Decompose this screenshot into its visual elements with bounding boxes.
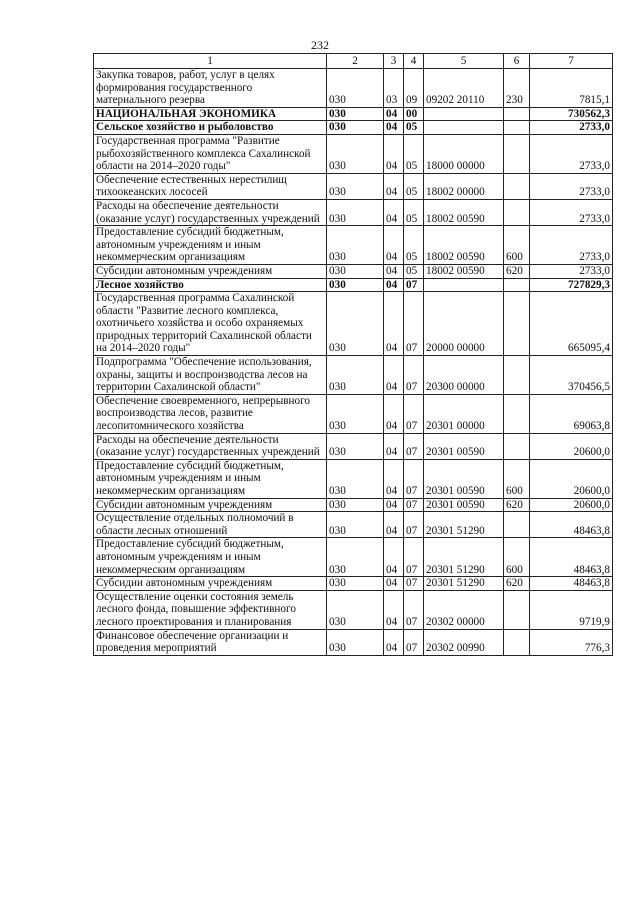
- row-col-4: 05: [404, 199, 424, 225]
- row-col-6: [504, 590, 530, 629]
- row-col-6: [504, 199, 530, 225]
- row-col-5: 18002 00590: [424, 199, 504, 225]
- row-description: Обеспечение своевременного, непрерывного воспроизводства лесов, развитие лесопитомнического хозяйства: [94, 394, 327, 433]
- row-description: НАЦИОНАЛЬНАЯ ЭКОНОМИКА: [94, 107, 327, 121]
- row-col-2: 030: [327, 264, 384, 278]
- row-col-4: 07: [404, 356, 424, 395]
- row-col-7: 2733,0: [530, 121, 613, 135]
- row-col-3: 04: [384, 292, 404, 356]
- row-col-5: 09202 20110: [424, 69, 504, 108]
- row-col-4: 05: [404, 121, 424, 135]
- row-col-5: 20302 00990: [424, 629, 504, 655]
- row-col-3: 04: [384, 538, 404, 577]
- row-col-5: 18002 00590: [424, 226, 504, 265]
- row-col-7: 48463,8: [530, 512, 613, 538]
- row-description: Осуществление отдельных полномочий в области лесных отношений: [94, 512, 327, 538]
- row-col-5: 18002 00590: [424, 264, 504, 278]
- row-col-4: 05: [404, 173, 424, 199]
- row-col-5: 18002 00000: [424, 173, 504, 199]
- row-col-7: 69063,8: [530, 394, 613, 433]
- row-col-6: [504, 356, 530, 395]
- row-col-3: 04: [384, 459, 404, 498]
- row-col-4: 07: [404, 538, 424, 577]
- row-col-2: 030: [327, 134, 384, 173]
- row-col-5: 20000 00000: [424, 292, 504, 356]
- row-col-4: 07: [404, 459, 424, 498]
- row-col-6: [504, 173, 530, 199]
- row-col-6: [504, 107, 530, 121]
- row-col-4: 05: [404, 226, 424, 265]
- row-description: Предоставление субсидий бюджетным, автономным учреждениям и иным некоммерческим организациям: [94, 226, 327, 265]
- row-col-2: 030: [327, 512, 384, 538]
- row-col-2: 030: [327, 459, 384, 498]
- row-col-5: 20301 51290: [424, 538, 504, 577]
- row-col-3: 04: [384, 433, 404, 459]
- table-row: [94, 459, 613, 498]
- row-col-2: 030: [327, 577, 384, 591]
- row-col-7: 20600,0: [530, 498, 613, 512]
- row-col-4: 07: [404, 278, 424, 292]
- row-col-3: 04: [384, 134, 404, 173]
- page-number: 232: [311, 38, 329, 52]
- row-col-5: [424, 278, 504, 292]
- row-col-5: 20302 00000: [424, 590, 504, 629]
- row-col-3: 04: [384, 394, 404, 433]
- table-row: [94, 577, 613, 591]
- row-col-7: 370456,5: [530, 356, 613, 395]
- row-col-4: 07: [404, 292, 424, 356]
- row-col-3: 04: [384, 264, 404, 278]
- table-row: [94, 512, 613, 538]
- row-description: Предоставление субсидий бюджетным, автономным учреждениям и иным некоммерческим организациям: [94, 459, 327, 498]
- column-header-3: 3: [384, 54, 404, 69]
- table-row: [94, 433, 613, 459]
- row-description: Лесное хозяйство: [94, 278, 327, 292]
- row-col-3: 04: [384, 199, 404, 225]
- table-row: [94, 292, 613, 356]
- row-col-7: 727829,3: [530, 278, 613, 292]
- table-row: [94, 356, 613, 395]
- row-col-5: 20300 00000: [424, 356, 504, 395]
- row-description: Сельское хозяйство и рыболовство: [94, 121, 327, 135]
- row-col-7: 20600,0: [530, 459, 613, 498]
- row-col-4: 07: [404, 590, 424, 629]
- row-col-6: [504, 512, 530, 538]
- row-col-6: 230: [504, 69, 530, 108]
- table-row: [94, 278, 613, 292]
- table-row: [94, 394, 613, 433]
- row-col-7: 2733,0: [530, 199, 613, 225]
- column-header-1: 1: [94, 54, 327, 69]
- row-col-7: 9719,9: [530, 590, 613, 629]
- row-description: Государственная программа "Развитие рыбохозяйственного комплекса Сахалинской области на 2014–2020 годы": [94, 134, 327, 173]
- row-col-3: 04: [384, 226, 404, 265]
- row-col-7: 2733,0: [530, 173, 613, 199]
- column-header-5: 5: [424, 54, 504, 69]
- table-row: [94, 226, 613, 265]
- row-col-2: 030: [327, 121, 384, 135]
- row-col-6: 600: [504, 538, 530, 577]
- row-col-4: 05: [404, 134, 424, 173]
- row-col-5: 20301 51290: [424, 577, 504, 591]
- row-col-2: 030: [327, 226, 384, 265]
- row-description: Субсидии автономным учреждениям: [94, 498, 327, 512]
- row-col-3: 04: [384, 512, 404, 538]
- row-col-6: 620: [504, 264, 530, 278]
- row-col-2: 030: [327, 107, 384, 121]
- row-col-3: 04: [384, 107, 404, 121]
- table-body: [94, 69, 613, 656]
- table-row: [94, 498, 613, 512]
- table-row: [94, 121, 613, 135]
- table-row: [94, 264, 613, 278]
- row-col-7: 48463,8: [530, 577, 613, 591]
- row-col-3: 04: [384, 629, 404, 655]
- row-col-6: [504, 629, 530, 655]
- row-col-5: 20301 00000: [424, 394, 504, 433]
- row-col-3: 04: [384, 590, 404, 629]
- row-col-3: 03: [384, 69, 404, 108]
- row-col-4: 07: [404, 498, 424, 512]
- row-col-5: 20301 00590: [424, 498, 504, 512]
- row-col-4: 07: [404, 577, 424, 591]
- row-description: Расходы на обеспечение деятельности (оказание услуг) государственных учреждений: [94, 199, 327, 225]
- row-col-6: [504, 278, 530, 292]
- row-col-5: 20301 00590: [424, 433, 504, 459]
- row-col-5: 20301 00590: [424, 459, 504, 498]
- row-col-7: 48463,8: [530, 538, 613, 577]
- column-header-4: 4: [404, 54, 424, 69]
- row-col-5: [424, 107, 504, 121]
- row-col-5: 20301 51290: [424, 512, 504, 538]
- row-col-6: [504, 394, 530, 433]
- row-description: Осуществление оценки состояния земель лесного фонда, повышение эффективного лесного проектирования и планирования: [94, 590, 327, 629]
- row-col-6: 620: [504, 577, 530, 591]
- row-col-3: 04: [384, 173, 404, 199]
- table-row: [94, 629, 613, 655]
- row-description: Подпрограмма "Обеспечение использования, охраны, защиты и воспроизводства лесов на территории Сахалинской области": [94, 356, 327, 395]
- row-col-7: 2733,0: [530, 134, 613, 173]
- row-col-2: 030: [327, 199, 384, 225]
- row-col-7: 2733,0: [530, 226, 613, 265]
- row-col-6: [504, 292, 530, 356]
- row-col-4: 07: [404, 512, 424, 538]
- row-col-2: 030: [327, 173, 384, 199]
- row-col-3: 04: [384, 278, 404, 292]
- table-row: [94, 107, 613, 121]
- table-row: [94, 538, 613, 577]
- row-col-5: [424, 121, 504, 135]
- row-col-6: [504, 121, 530, 135]
- header-row: [94, 54, 613, 69]
- row-col-2: 030: [327, 590, 384, 629]
- table-row: [94, 199, 613, 225]
- row-col-4: 07: [404, 433, 424, 459]
- row-col-2: 030: [327, 69, 384, 108]
- row-description: Субсидии автономным учреждениям: [94, 264, 327, 278]
- budget-table: [93, 53, 613, 656]
- row-col-5: 18000 00000: [424, 134, 504, 173]
- row-col-4: 09: [404, 69, 424, 108]
- table-row: [94, 590, 613, 629]
- row-col-2: 030: [327, 629, 384, 655]
- table-row: [94, 134, 613, 173]
- row-col-2: 030: [327, 356, 384, 395]
- row-description: Расходы на обеспечение деятельности (оказание услуг) государственных учреждений: [94, 433, 327, 459]
- row-description: Обеспечение естественных нерестилищ тихоокеанских лососей: [94, 173, 327, 199]
- row-description: Субсидии автономным учреждениям: [94, 577, 327, 591]
- row-col-3: 04: [384, 577, 404, 591]
- row-col-7: 7815,1: [530, 69, 613, 108]
- row-col-4: 00: [404, 107, 424, 121]
- column-header-6: 6: [504, 54, 530, 69]
- row-col-4: 05: [404, 264, 424, 278]
- row-col-6: 600: [504, 226, 530, 265]
- row-col-7: 776,3: [530, 629, 613, 655]
- row-description: Предоставление субсидий бюджетным, автономным учреждениям и иным некоммерческим организациям: [94, 538, 327, 577]
- row-description: Финансовое обеспечение организации и проведения мероприятий: [94, 629, 327, 655]
- row-description: Государственная программа Сахалинской области "Развитие лесного комплекса, охотничьего хозяйства и особо охраняемых природных территорий Сахалинской области на 2014–2020 годы": [94, 292, 327, 356]
- table-row: [94, 69, 613, 108]
- column-header-2: 2: [327, 54, 384, 69]
- row-col-4: 07: [404, 394, 424, 433]
- row-col-6: 600: [504, 459, 530, 498]
- column-header-7: 7: [530, 54, 613, 69]
- row-col-7: 665095,4: [530, 292, 613, 356]
- row-col-2: 030: [327, 292, 384, 356]
- row-col-2: 030: [327, 278, 384, 292]
- row-col-2: 030: [327, 394, 384, 433]
- row-col-7: 20600,0: [530, 433, 613, 459]
- row-col-2: 030: [327, 433, 384, 459]
- table-row: [94, 173, 613, 199]
- row-col-7: 730562,3: [530, 107, 613, 121]
- row-col-3: 04: [384, 498, 404, 512]
- row-col-6: [504, 433, 530, 459]
- row-col-2: 030: [327, 498, 384, 512]
- row-col-3: 04: [384, 121, 404, 135]
- row-col-6: [504, 134, 530, 173]
- row-col-3: 04: [384, 356, 404, 395]
- row-description: Закупка товаров, работ, услуг в целях формирования государственного материального резерва: [94, 69, 327, 108]
- row-col-6: 620: [504, 498, 530, 512]
- row-col-7: 2733,0: [530, 264, 613, 278]
- row-col-2: 030: [327, 538, 384, 577]
- row-col-4: 07: [404, 629, 424, 655]
